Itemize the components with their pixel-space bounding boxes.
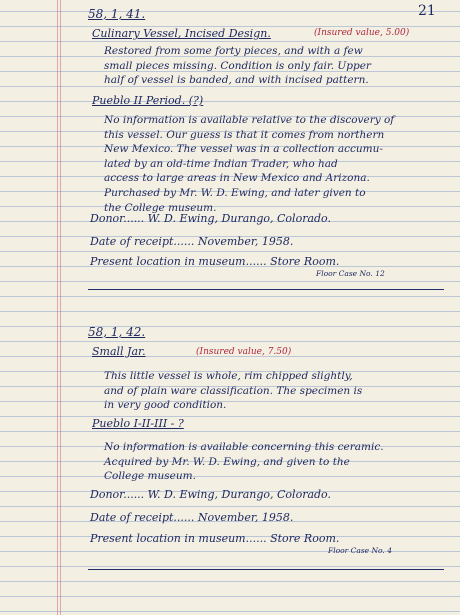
period: Pueblo II Period. (?) (92, 94, 204, 107)
notes (104, 113, 394, 215)
margin-rule (60, 0, 61, 615)
notes (104, 440, 384, 484)
donor: Donor...... W. D. Ewing, Durango, Colorado. (90, 212, 331, 225)
notes-line: Acquired by Mr. W. D. Ewing, and given to the (104, 455, 350, 468)
page-number: 21 (418, 3, 436, 19)
notes-line: College museum. (104, 470, 196, 483)
location-note: Floor Case No. 12 (316, 269, 385, 278)
entry-title: Small Jar. (92, 345, 146, 358)
entry-title: Culinary Vessel, Incised Design. (92, 27, 271, 40)
entry-divider (88, 289, 444, 290)
donor: Donor...... W. D. Ewing, Durango, Colorado. (90, 488, 331, 501)
description-line: in very good condition. (104, 399, 227, 412)
description (104, 44, 371, 88)
entry-divider (88, 569, 444, 570)
description-line: half of vessel is banded, and with incised pattern. (104, 74, 369, 87)
notes-line: New Mexico. The vessel was in a collection accumu- (104, 143, 383, 156)
notes-line: access to large areas in New Mexico and Arizona. (104, 172, 370, 185)
location-note: Floor Case No. 4 (328, 546, 392, 555)
period: Pueblo I-II-III - ? (92, 417, 184, 430)
notes-line: No information is available concerning this ceramic. (104, 441, 384, 453)
present-location: Present location in museum...... Store Room. (90, 255, 340, 268)
catalog-number: 58, 1, 41. (88, 7, 146, 21)
description (104, 369, 362, 413)
catalog-number: 58, 1, 42. (88, 325, 146, 339)
insured-value: (Insured value, 5.00) (314, 28, 410, 38)
margin-rule (57, 0, 58, 615)
notes-line: the College museum. (104, 201, 217, 214)
notes-line: lated by an old-time Indian Trader, who had (104, 157, 338, 170)
notes-line: Purchased by Mr. W. D. Ewing, and later given to (104, 186, 366, 199)
description-line: and of plain ware classification. The specimen is (104, 384, 363, 397)
notes-line: No information is available relative to the discovery of (104, 114, 395, 126)
description-line: This little vessel is whole, rim chipped slightly, (104, 370, 353, 382)
date-of-receipt: Date of receipt...... November, 1958. (90, 235, 294, 248)
description-line: small pieces missing. Condition is only fair. Upper (104, 59, 371, 72)
date-of-receipt: Date of receipt...... November, 1958. (90, 511, 294, 524)
insured-value: (Insured value, 7.50) (196, 347, 292, 357)
present-location: Present location in museum...... Store Room. (90, 532, 340, 545)
notes-line: this vessel. Our guess is that it comes from northern (104, 128, 385, 141)
description-line: Restored from some forty pieces, and with a few (104, 45, 363, 57)
